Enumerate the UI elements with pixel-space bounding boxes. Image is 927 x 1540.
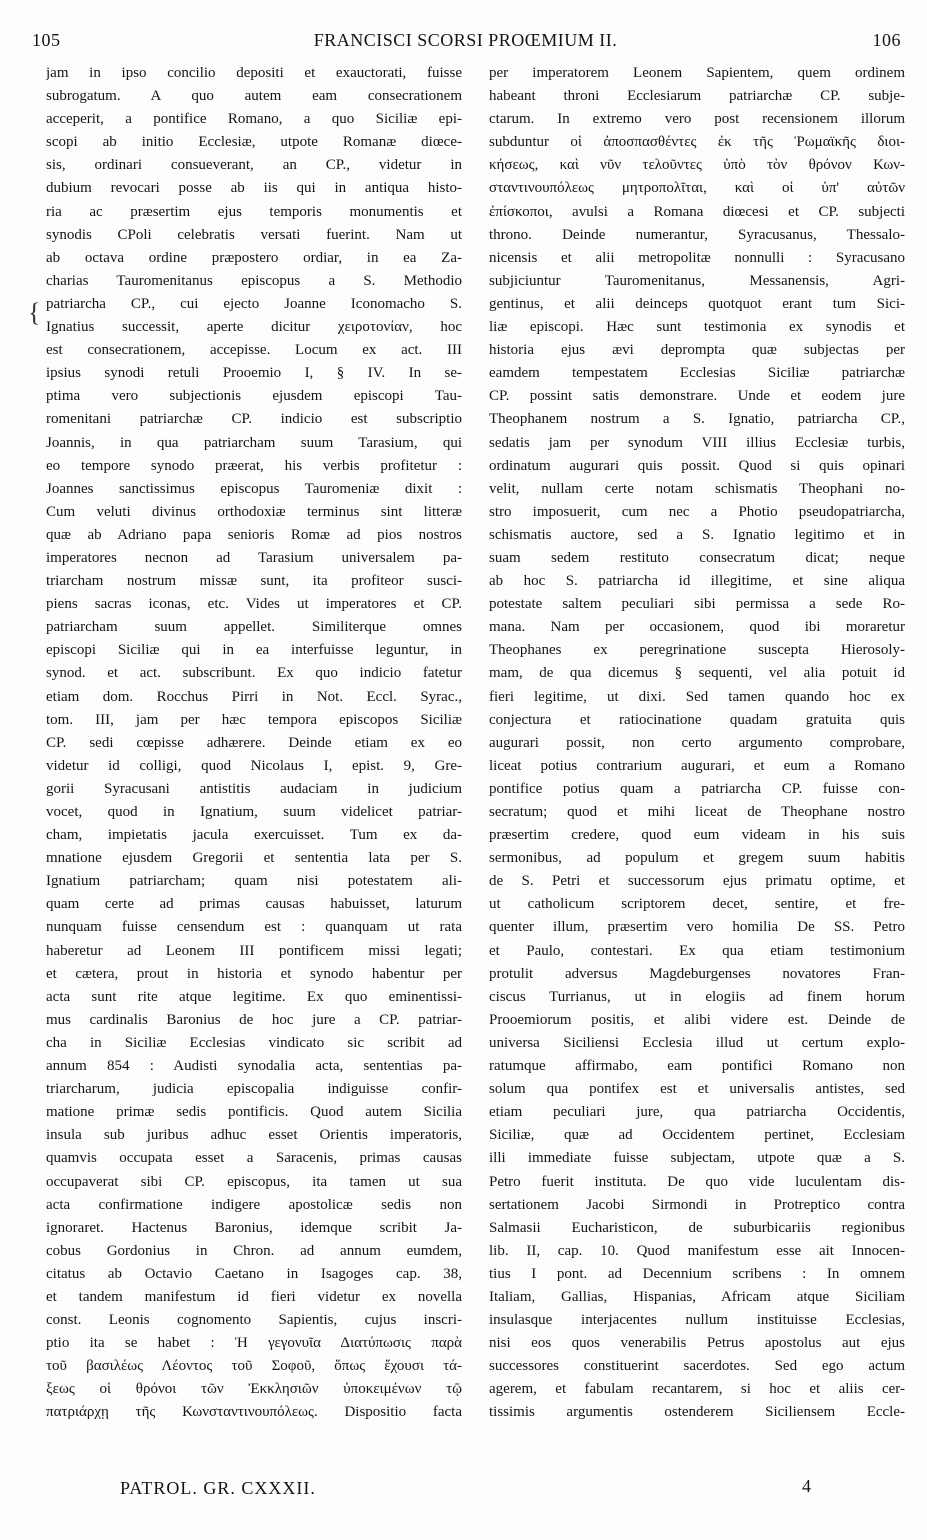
text-line: κήσεως, καὶ νῦν τελοῦντες ὑπὸ τὸν θρόνον Κων- bbox=[489, 157, 905, 174]
text-line: subjiciuntur Tauromenitanus, Messanensis, Agri- bbox=[489, 272, 905, 289]
text-line: patriarcham suum appellet. Similiterque omnes bbox=[46, 619, 462, 636]
text-line: et tandem manifestum id fieri videtur ex novella bbox=[46, 1288, 462, 1305]
text-line: est consecrationem, accepisse. Locum ex act. III bbox=[46, 342, 462, 359]
text-line: tom. III, jam per hæc tempora episcopos Siciliæ bbox=[46, 711, 462, 728]
text-line: triarcham nostrum missæ sunt, ita profiteor susci- bbox=[46, 573, 462, 590]
text-line: solum qua pontifex est et universalis antistes, sed bbox=[489, 1081, 905, 1098]
text-line: quenter illum, præsertim vero homilia De SS. Petro bbox=[489, 919, 905, 936]
text-line: agerem, et fabulam recantarem, si hoc et aliis cer- bbox=[489, 1381, 905, 1398]
text-line: augurari possit, non certo argumento comprobare, bbox=[489, 734, 905, 751]
text-line: ἐπίσκοποι, avulsi a Romana diœcesi et CP. subjecti bbox=[489, 203, 905, 220]
right-column bbox=[489, 62, 905, 1470]
text-line: ria ac præsertim ejus temporis monumentis et bbox=[46, 203, 462, 220]
text-line: Theophanes ex peregrinatione suscepta Hierosoly- bbox=[489, 642, 905, 659]
text-line: dubium revocari posse ab iis qui in antiqua histo- bbox=[46, 180, 462, 197]
text-line: tius I pont. ad Decennium scribens : In omnem bbox=[489, 1265, 905, 1282]
text-line: cobus Gordonius in Chron. ad annum eumdem, bbox=[46, 1242, 462, 1259]
text-line: suam sedem restituto consecratum dicat; neque bbox=[489, 549, 905, 566]
text-line: liceat potius contrarium augurari, et eum a Romano bbox=[489, 757, 905, 774]
text-line: Joannes sanctissimus episcopus Tauromeniæ dixit : bbox=[46, 480, 462, 497]
text-line: illi immediate fuisse subjectam, utpote quæ a S. bbox=[489, 1150, 905, 1167]
text-line: mnatione ejusdem Gregorii et sententia lata per S. bbox=[46, 850, 462, 867]
text-line: ratumque affirmabo, eam pontifici Romano non bbox=[489, 1058, 905, 1075]
text-line: subduntur οἱ ἀποσπασθέντες ἐκ τῆς Ῥωμαϊκῆς διοι- bbox=[489, 134, 905, 151]
text-line: ξεως οἱ θρόνοι τῶν Ἐκκλησιῶν ὑποκειμένων τῷ bbox=[46, 1381, 462, 1398]
text-line: liæ episcopi. Hæc sunt testimonia ex synodis et bbox=[489, 319, 905, 336]
text-line: successores constituerint sacerdotes. Sed ego actum bbox=[489, 1358, 905, 1375]
text-line: vocet, quod in Ignatium, suum videlicet patriar- bbox=[46, 804, 462, 820]
text-line: matione primæ sedis pontificis. Quod autem Sicilia bbox=[46, 1104, 462, 1121]
text-line: ciscus Turrianus, ut in elogiis ad finem horum bbox=[489, 988, 905, 1005]
text-line: cham, impietatis jacula exercuisset. Tum ex da- bbox=[46, 827, 462, 844]
text-line: per imperatorem Leonem Sapientem, quem ordinem bbox=[489, 65, 905, 81]
running-head bbox=[26, 30, 905, 54]
text-line: Theophanem nostrum a S. Ignatio, patriarcha CP., bbox=[489, 411, 905, 428]
margin-brace-mark: { bbox=[28, 298, 41, 327]
text-line: ab hoc S. patriarcha id illegitime, et sine aliqua bbox=[489, 573, 905, 590]
text-line: ctarum. In extremo vero post recensionem illorum bbox=[489, 111, 905, 128]
running-title: FRANCISCI SCORSI PROŒMIUM II. bbox=[313, 30, 618, 50]
text-line: nicensis et alii metropolitæ nonnulli : Syracusano bbox=[489, 249, 905, 266]
text-columns bbox=[46, 62, 905, 1472]
text-line: quamvis occupata esset a Saracenis, primas causas bbox=[46, 1150, 462, 1167]
text-line: historia ejus ævi deprompta quæ subjectas per bbox=[489, 342, 905, 359]
text-line: synodis CPoli celebratis versati fuerint. Nam ut bbox=[46, 226, 462, 243]
text-line: romenitani patriarchæ CP. indicio est subscriptio bbox=[46, 411, 462, 428]
text-line: cha in Siciliæ Ecclesias vindicato sic scribit ad bbox=[46, 1034, 462, 1051]
text-line: triarcharum, judicia episcopalia indiguisse confir- bbox=[46, 1081, 462, 1098]
text-line: ptima vero subjectionis ejusdem episcopi Tau- bbox=[46, 388, 462, 405]
text-line: lib. II, cap. 10. Quod manifestum esse ait Innocen- bbox=[489, 1242, 905, 1259]
text-line: insulasque interjacentes nullum instituisse Ecclesias, bbox=[489, 1312, 905, 1329]
text-line: CP. sedi cœpisse adhærere. Deinde etiam ex eo bbox=[46, 734, 462, 751]
right-page-number: 106 bbox=[872, 30, 901, 50]
text-line: Ignatius successit, aperte dicitur χειροτονίαν, hoc bbox=[46, 319, 462, 336]
text-line: fieri legitime, ut dixi. Sed tamen quando hoc ex bbox=[489, 688, 905, 705]
text-line: piens sacras iconas, etc. Vides ut imperatores et CP. bbox=[46, 596, 462, 613]
text-line: episcopi Siciliæ qui in ea interfuisse leguntur, in bbox=[46, 642, 462, 659]
text-line: sermonibus, ad populum et gregem suum habitis bbox=[489, 850, 905, 867]
text-line: eo tempore synodo præerat, his verbis profitetur : bbox=[46, 457, 462, 474]
text-line: πατριάρχῃ τῆς Κωνσταντινουπόλεως. Dispositio facta bbox=[46, 1404, 462, 1421]
text-line: Petro fuerit instituta. De quo vide luculentam dis- bbox=[489, 1173, 905, 1190]
text-line: universa Siciliensi Ecclesia illud ut certum explo- bbox=[489, 1034, 905, 1051]
text-line: et Paulo, contestari. Ex qua etiam testimonium bbox=[489, 942, 905, 959]
text-line: ut catholicum scriptorem decet, sentire, et fre- bbox=[489, 896, 905, 913]
text-line: CP. possint satis demonstrare. Unde et eodem jure bbox=[489, 388, 905, 405]
left-page-number: 105 bbox=[32, 30, 61, 50]
text-line: gorii Syracusani antistitis audaciam in judicium bbox=[46, 780, 462, 797]
text-line: sedatis jam per synodum VIII illius Ecclesiæ turbis, bbox=[489, 434, 905, 451]
sheet-mark: 4 bbox=[802, 1476, 811, 1496]
text-line: etiam dom. Rocchus Pirri in Not. Eccl. Syrac., bbox=[46, 688, 462, 705]
text-line: nunquam fuisse censendum est : quanquam ut rata bbox=[46, 919, 462, 936]
text-line: secratum; quod et mihi liceat de Theophane nostro bbox=[489, 804, 905, 820]
text-line: Joannis, in qua patriarcham suum Tarasium, qui bbox=[46, 434, 462, 451]
text-line: videtur id colligi, quod Nicolaus I, epist. 9, Gre- bbox=[46, 757, 462, 774]
text-line: stro imposuerit, cum nec a Photio pseudopatriarcha, bbox=[489, 503, 905, 520]
text-line: protulit adversus Magdeburgenses novatores Fran- bbox=[489, 965, 905, 982]
text-line: const. Leonis cognomento Sapientis, cujus inscri- bbox=[46, 1312, 462, 1329]
text-line: Ignatium patriarcham; quam nisi potestatem ali- bbox=[46, 873, 462, 890]
text-line: τοῦ βασιλέως Λέοντος τοῦ Σοφοῦ, ὅπως ἔχουσι τά- bbox=[46, 1358, 462, 1375]
text-line: imperatores necnon ad Tarasium universalem pa- bbox=[46, 549, 462, 566]
text-line: acta sunt rite atque legitime. Ex quo eminentissi- bbox=[46, 988, 462, 1005]
text-line: habeant throni Ecclesiarum patriarchæ CP. subje- bbox=[489, 88, 905, 105]
text-line: throno. Deinde numerantur, Syracusanus, Thessalo- bbox=[489, 226, 905, 243]
text-line: Italiam, Gallias, Hispanias, Africam atque Siciliam bbox=[489, 1288, 905, 1305]
text-line: etiam peculiari jure, qua patriarcha Occidentis, bbox=[489, 1104, 905, 1121]
text-line: sis, ordinari consueverant, an CP., videtur in bbox=[46, 157, 462, 174]
text-line: pontifice potius quam a patriarcha CP. fuisse con- bbox=[489, 780, 905, 797]
text-line: patriarcha CP., cui ejecto Joanne Iconomacho S. bbox=[46, 295, 462, 312]
text-line: eamdem tempestatem Ecclesias Siciliæ patriarchæ bbox=[489, 365, 905, 382]
text-line: mana. Nam per occasionem, quod ibi moraretur bbox=[489, 619, 905, 636]
text-line: et cætera, prout in historia et synodo habentur per bbox=[46, 965, 462, 982]
text-line: Prooemiorum positis, et alibi videre est. Deinde de bbox=[489, 1011, 905, 1028]
text-line: charias Tauromenitanus episcopus a S. Methodio bbox=[46, 272, 462, 289]
text-line: tissimis argumentis ostenderem Siciliensem Eccle- bbox=[489, 1404, 905, 1421]
left-column bbox=[46, 62, 462, 1470]
text-line: ignoraret. Hactenus Baronius, idemque scribit Ja- bbox=[46, 1219, 462, 1236]
text-line: jam in ipso concilio depositi et exauctorati, fuisse bbox=[46, 65, 462, 81]
text-line: Salmasii Eucharisticon, de suburbicariis regionibus bbox=[489, 1219, 905, 1236]
text-line: conjectura et ratiocinatione quadam gratuita quis bbox=[489, 711, 905, 728]
text-line: insula sub juribus adhuc esset Orientis imperatoris, bbox=[46, 1127, 462, 1144]
text-line: haberetur ad Leonem III pontificem missi legati; bbox=[46, 942, 462, 959]
text-line: acceperit, a pontifice Romano, a quo Siciliæ epi- bbox=[46, 111, 462, 128]
text-line: velit, nullam certe notam schismatis Theophani no- bbox=[489, 480, 905, 497]
text-line: scopi ab initio Ecclesiæ, utpote Romanæ diœce- bbox=[46, 134, 462, 151]
text-line: quam certe ad primas causas habuisset, laturum bbox=[46, 896, 462, 913]
text-line: synod. et act. subscribunt. Ex quo indicio fatetur bbox=[46, 665, 462, 682]
text-line: σταντινουπόλεως μητροπολῖται, καὶ οἱ ὑπ' αὐτῶν bbox=[489, 180, 905, 197]
text-line: potestate saltem peculiari sibi permissa a sede Ro- bbox=[489, 596, 905, 613]
text-line: ordinatum augurari quis possit. Quod si quis opinari bbox=[489, 457, 905, 474]
text-line: ipsius synodi retuli Prooemio I, § IV. In se- bbox=[46, 365, 462, 382]
text-line: subrogatum. A quo autem eam consecrationem bbox=[46, 88, 462, 105]
text-line: Siciliæ, quæ ad Occidentem pertinet, Ecclesiam bbox=[489, 1127, 905, 1144]
text-line: gentinus, et alii deinceps quotquot erant tum Sici- bbox=[489, 295, 905, 312]
text-line: occupaverat sibi CP. episcopus, ita tamen ut sua bbox=[46, 1173, 462, 1190]
text-line: ptio ita se habet : Ἡ γεγονυῖα Διατύπωσις παρὰ bbox=[46, 1335, 462, 1352]
text-line: ab octava ordine præpostero ordiar, in ea Za- bbox=[46, 249, 462, 266]
text-line: Cum veluti divinus orthodoxiæ terminus sint litteræ bbox=[46, 503, 462, 520]
text-line: annum 854 : Audisti synodalia acta, sententias pa- bbox=[46, 1058, 462, 1075]
printer-signature: PATROL. GR. CXXXII. bbox=[120, 1478, 316, 1498]
text-line: sertationem Jacobi Sirmondi in Protreptico contra bbox=[489, 1196, 905, 1213]
text-line: de S. Petri et successorum ejus primatu optime, et bbox=[489, 873, 905, 890]
text-line: schismatis auctore, sed a S. Ignatio legitimo et in bbox=[489, 526, 905, 543]
text-line: nisi eos quos venerabilis Petrus apostolus aut ejus bbox=[489, 1335, 905, 1352]
text-line: mus cardinalis Baronius de hoc jure a CP. patriar- bbox=[46, 1011, 462, 1028]
text-line: mam, de qua dicemus § sequenti, vel alia potuit id bbox=[489, 665, 905, 682]
text-line: præsertim credere, quod eum videam in his suis bbox=[489, 827, 905, 844]
text-line: acta confirmatione indigere apostolicæ sedis non bbox=[46, 1196, 462, 1213]
text-line: citatus ab Octavio Caetano in Isagoges cap. 38, bbox=[46, 1265, 462, 1282]
text-line: quæ ab Adriano papa senioris Romæ ad pios nostros bbox=[46, 526, 462, 543]
